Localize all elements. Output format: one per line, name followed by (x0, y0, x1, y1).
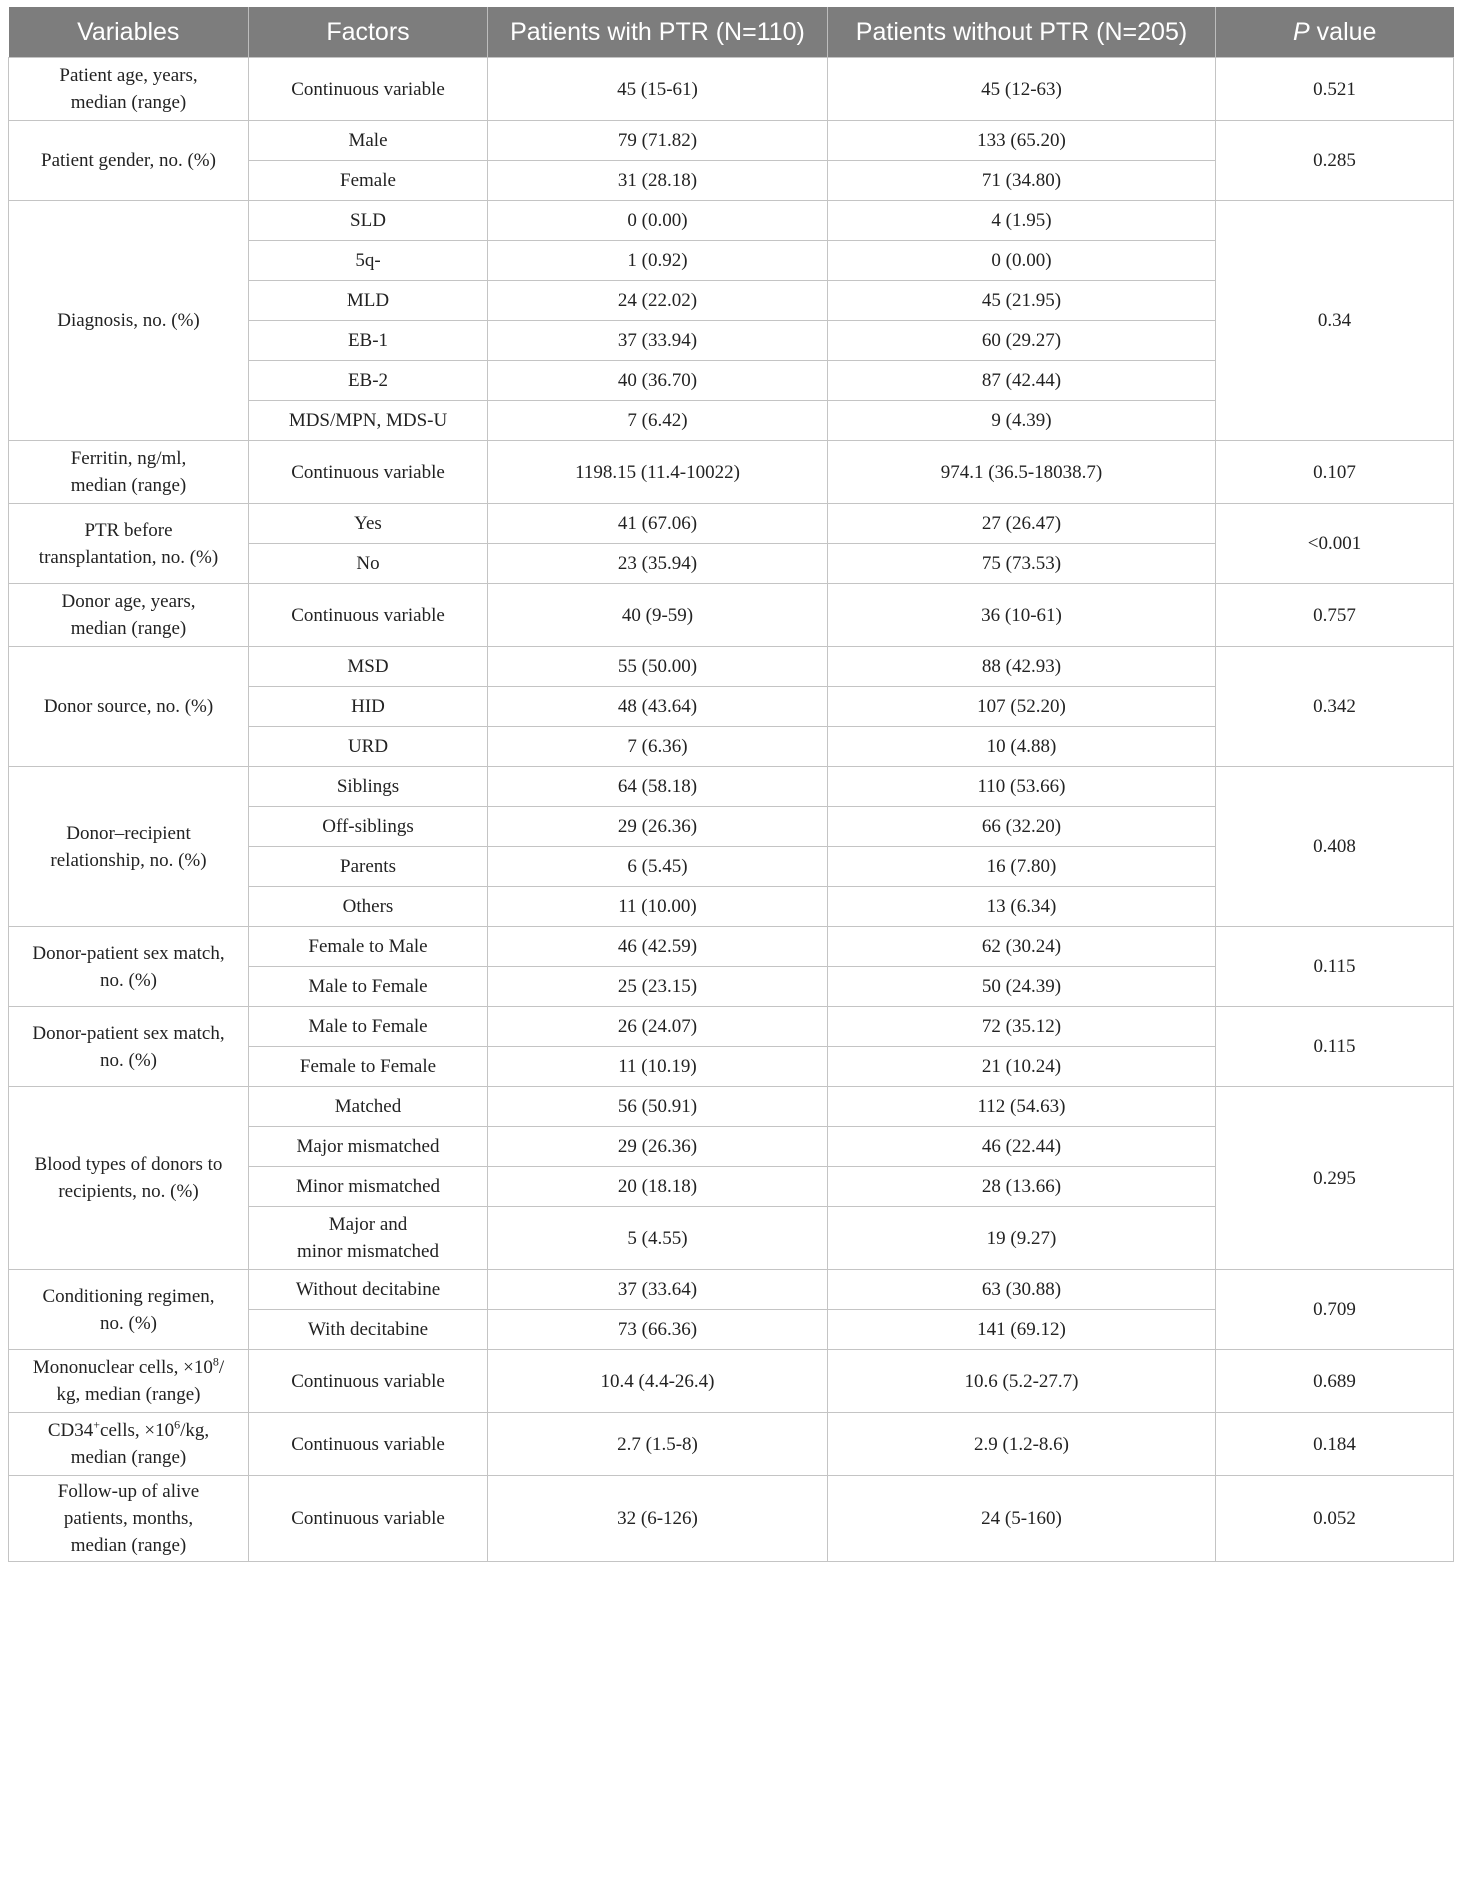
table-row (9, 1476, 1454, 1562)
variable-cell: Donor age, years, median (range) (9, 584, 249, 647)
without-ptr-cell: 13 (6.34) (828, 887, 1216, 927)
without-ptr-cell: 46 (22.44) (828, 1127, 1216, 1167)
factor-cell: Male to Female (249, 1007, 488, 1047)
variable-text-sup: + (93, 1417, 101, 1432)
without-ptr-cell: 27 (26.47) (828, 504, 1216, 544)
table-row (9, 1270, 1454, 1310)
without-ptr-cell: 28 (13.66) (828, 1167, 1216, 1207)
without-ptr-cell: 60 (29.27) (828, 321, 1216, 361)
table-row (9, 1007, 1454, 1047)
with-ptr-cell: 31 (28.18) (488, 161, 828, 201)
factor-cell: Major mismatched (249, 1127, 488, 1167)
with-ptr-cell: 37 (33.64) (488, 1270, 828, 1310)
with-ptr-cell: 45 (15-61) (488, 58, 828, 121)
factor-cell: Continuous variable (249, 1413, 488, 1476)
without-ptr-cell: 107 (52.20) (828, 687, 1216, 727)
variable-cell: Donor-patient sex match, no. (%) (9, 1007, 249, 1087)
with-ptr-cell: 29 (26.36) (488, 1127, 828, 1167)
variable-cell: Patient gender, no. (%) (9, 121, 249, 201)
with-ptr-cell: 41 (67.06) (488, 504, 828, 544)
header-factors: Factors (249, 7, 488, 58)
factor-cell: SLD (249, 201, 488, 241)
characteristics-table (8, 7, 1454, 1562)
variable-text-before: CD34 (47, 1420, 94, 1441)
variable-cell: Donor source, no. (%) (9, 647, 249, 767)
header-p-italic: P (1293, 17, 1310, 46)
without-ptr-cell: 88 (42.93) (828, 647, 1216, 687)
variable-cell: Patient age, years, median (range) (9, 58, 249, 121)
without-ptr-cell: 72 (35.12) (828, 1007, 1216, 1047)
variable-cell: Follow-up of alive patients, months, median (range) (9, 1476, 249, 1562)
without-ptr-cell: 9 (4.39) (828, 401, 1216, 441)
variable-cell: Blood types of donors to recipients, no. (%) (9, 1087, 249, 1270)
p-value-cell: 0.757 (1216, 584, 1454, 647)
variable-cell: Diagnosis, no. (%) (9, 201, 249, 441)
factor-cell: Female to Male (249, 927, 488, 967)
with-ptr-cell: 55 (50.00) (488, 647, 828, 687)
factor-cell: Minor mismatched (249, 1167, 488, 1207)
with-ptr-cell: 56 (50.91) (488, 1087, 828, 1127)
table-row (9, 58, 1454, 121)
without-ptr-cell: 21 (10.24) (828, 1047, 1216, 1087)
with-ptr-cell: 46 (42.59) (488, 927, 828, 967)
factor-cell: Continuous variable (249, 441, 488, 504)
p-value-cell: 0.115 (1216, 1007, 1454, 1087)
p-value-cell: 0.689 (1216, 1350, 1454, 1413)
factor-cell: Major and minor mismatched (249, 1207, 488, 1270)
with-ptr-cell: 1 (0.92) (488, 241, 828, 281)
p-value-cell: 0.295 (1216, 1087, 1454, 1270)
with-ptr-cell: 73 (66.36) (488, 1310, 828, 1350)
p-value-cell: <0.001 (1216, 504, 1454, 584)
factor-cell: Continuous variable (249, 1350, 488, 1413)
table-body (9, 58, 1454, 1562)
table-row (9, 201, 1454, 241)
p-value-cell: 0.521 (1216, 58, 1454, 121)
with-ptr-cell: 7 (6.42) (488, 401, 828, 441)
with-ptr-cell: 20 (18.18) (488, 1167, 828, 1207)
without-ptr-cell: 112 (54.63) (828, 1087, 1216, 1127)
with-ptr-cell: 1198.15 (11.4-10022) (488, 441, 828, 504)
factor-cell: No (249, 544, 488, 584)
variable-cell (9, 1413, 249, 1476)
header-p-value (1216, 7, 1454, 58)
with-ptr-cell: 23 (35.94) (488, 544, 828, 584)
table-row (9, 647, 1454, 687)
p-value-cell: 0.342 (1216, 647, 1454, 767)
factor-cell: Male to Female (249, 967, 488, 1007)
p-value-cell: 0.107 (1216, 441, 1454, 504)
variable-cell (9, 1350, 249, 1413)
factor-cell: Without decitabine (249, 1270, 488, 1310)
with-ptr-cell: 25 (23.15) (488, 967, 828, 1007)
with-ptr-cell: 29 (26.36) (488, 807, 828, 847)
without-ptr-cell: 133 (65.20) (828, 121, 1216, 161)
without-ptr-cell: 24 (5-160) (828, 1476, 1216, 1562)
with-ptr-cell: 24 (22.02) (488, 281, 828, 321)
without-ptr-cell: 4 (1.95) (828, 201, 1216, 241)
factor-cell: Others (249, 887, 488, 927)
without-ptr-cell: 45 (12-63) (828, 58, 1216, 121)
factor-cell: Female (249, 161, 488, 201)
variable-cell: Donor–recipient relationship, no. (%) (9, 767, 249, 927)
factor-cell: MDS/MPN, MDS-U (249, 401, 488, 441)
variable-text-mid: cells, ×10 (100, 1420, 175, 1441)
with-ptr-cell: 40 (9-59) (488, 584, 828, 647)
table-row (9, 441, 1454, 504)
p-value-cell: 0.115 (1216, 927, 1454, 1007)
header-variables: Variables (9, 7, 249, 58)
table-row (9, 1087, 1454, 1127)
header-row (9, 7, 1454, 58)
factor-cell: EB-1 (249, 321, 488, 361)
with-ptr-cell: 11 (10.00) (488, 887, 828, 927)
p-value-cell: 0.408 (1216, 767, 1454, 927)
factor-cell: Parents (249, 847, 488, 887)
without-ptr-cell: 87 (42.44) (828, 361, 1216, 401)
variable-cell: Conditioning regimen, no. (%) (9, 1270, 249, 1350)
variable-text-after: /kg, median (range) (70, 1420, 210, 1468)
with-ptr-cell: 6 (5.45) (488, 847, 828, 887)
with-ptr-cell: 40 (36.70) (488, 361, 828, 401)
without-ptr-cell: 10.6 (5.2-27.7) (828, 1350, 1216, 1413)
table-row (9, 504, 1454, 544)
variable-text-sup: 8 (212, 1354, 219, 1369)
without-ptr-cell: 62 (30.24) (828, 927, 1216, 967)
variable-cell: PTR before transplantation, no. (%) (9, 504, 249, 584)
table-header (9, 7, 1454, 58)
without-ptr-cell: 141 (69.12) (828, 1310, 1216, 1350)
with-ptr-cell: 5 (4.55) (488, 1207, 828, 1270)
variable-cell: Donor-patient sex match, no. (%) (9, 927, 249, 1007)
factor-cell: Off-siblings (249, 807, 488, 847)
table-row (9, 121, 1454, 161)
without-ptr-cell: 66 (32.20) (828, 807, 1216, 847)
factor-cell: MSD (249, 647, 488, 687)
factor-cell: MLD (249, 281, 488, 321)
header-p-rest: value (1309, 17, 1377, 46)
p-value-cell: 0.285 (1216, 121, 1454, 201)
p-value-cell: 0.34 (1216, 201, 1454, 441)
factor-cell: URD (249, 727, 488, 767)
with-ptr-cell: 26 (24.07) (488, 1007, 828, 1047)
with-ptr-cell: 0 (0.00) (488, 201, 828, 241)
without-ptr-cell: 36 (10-61) (828, 584, 1216, 647)
factor-cell: Yes (249, 504, 488, 544)
variable-text-before: Mononuclear cells, ×10 (32, 1357, 213, 1378)
without-ptr-cell: 2.9 (1.2-8.6) (828, 1413, 1216, 1476)
without-ptr-cell: 50 (24.39) (828, 967, 1216, 1007)
factor-cell: Female to Female (249, 1047, 488, 1087)
factor-cell: EB-2 (249, 361, 488, 401)
factor-cell: 5q- (249, 241, 488, 281)
with-ptr-cell: 11 (10.19) (488, 1047, 828, 1087)
with-ptr-cell: 2.7 (1.5-8) (488, 1413, 828, 1476)
without-ptr-cell: 71 (34.80) (828, 161, 1216, 201)
without-ptr-cell: 110 (53.66) (828, 767, 1216, 807)
variable-cell: Ferritin, ng/ml, median (range) (9, 441, 249, 504)
characteristics-table-container (8, 7, 1453, 1562)
without-ptr-cell: 0 (0.00) (828, 241, 1216, 281)
without-ptr-cell: 16 (7.80) (828, 847, 1216, 887)
header-without-ptr: Patients without PTR (N=205) (828, 7, 1216, 58)
factor-cell: Continuous variable (249, 58, 488, 121)
without-ptr-cell: 10 (4.88) (828, 727, 1216, 767)
p-value-cell: 0.184 (1216, 1413, 1454, 1476)
factor-cell: Matched (249, 1087, 488, 1127)
with-ptr-cell: 32 (6-126) (488, 1476, 828, 1562)
header-with-ptr: Patients with PTR (N=110) (488, 7, 828, 58)
with-ptr-cell: 7 (6.36) (488, 727, 828, 767)
table-row (9, 1413, 1454, 1476)
table-row (9, 767, 1454, 807)
factor-cell: Male (249, 121, 488, 161)
factor-cell: Continuous variable (249, 1476, 488, 1562)
with-ptr-cell: 10.4 (4.4-26.4) (488, 1350, 828, 1413)
with-ptr-cell: 48 (43.64) (488, 687, 828, 727)
table-row (9, 927, 1454, 967)
factor-cell: Continuous variable (249, 584, 488, 647)
with-ptr-cell: 79 (71.82) (488, 121, 828, 161)
without-ptr-cell: 19 (9.27) (828, 1207, 1216, 1270)
p-value-cell: 0.709 (1216, 1270, 1454, 1350)
p-value-cell: 0.052 (1216, 1476, 1454, 1562)
factor-cell: HID (249, 687, 488, 727)
without-ptr-cell: 45 (21.95) (828, 281, 1216, 321)
with-ptr-cell: 37 (33.94) (488, 321, 828, 361)
factor-cell: With decitabine (249, 1310, 488, 1350)
table-row (9, 584, 1454, 647)
without-ptr-cell: 63 (30.88) (828, 1270, 1216, 1310)
variable-text-after: / kg, median (range) (56, 1357, 225, 1405)
with-ptr-cell: 64 (58.18) (488, 767, 828, 807)
without-ptr-cell: 75 (73.53) (828, 544, 1216, 584)
factor-cell: Siblings (249, 767, 488, 807)
variable-text-sup2: 6 (174, 1417, 181, 1432)
without-ptr-cell: 974.1 (36.5-18038.7) (828, 441, 1216, 504)
table-row (9, 1350, 1454, 1413)
